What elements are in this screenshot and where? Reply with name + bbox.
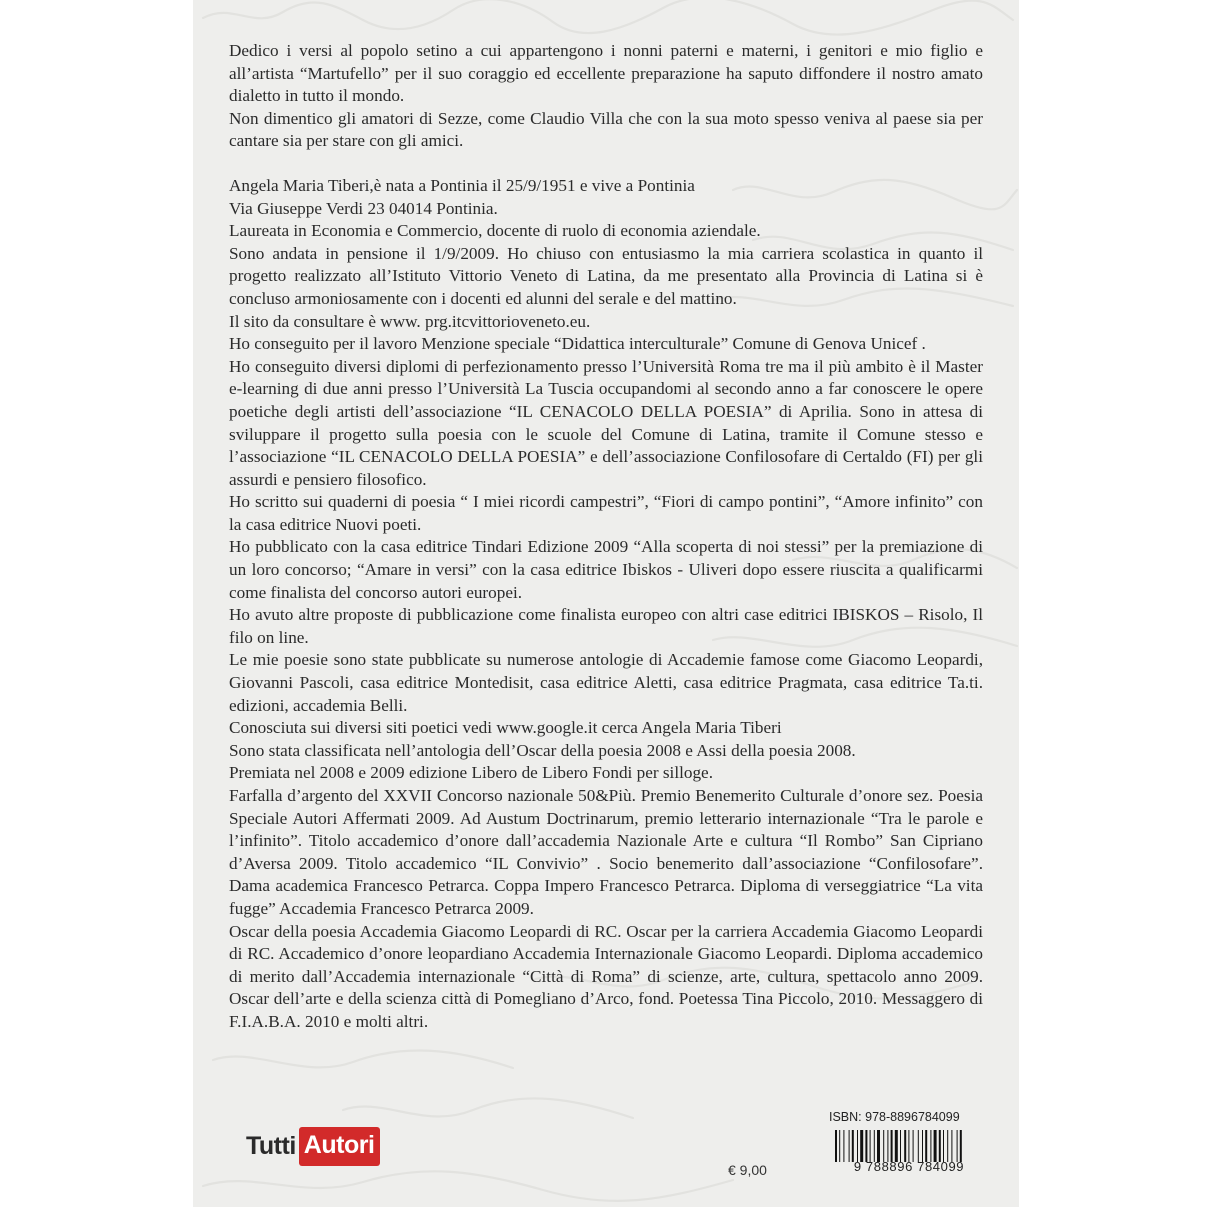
barcode-bar bbox=[922, 1130, 923, 1162]
paragraph-address: Via Giuseppe Verdi 23 04014 Pontinia. bbox=[229, 198, 498, 218]
barcode-bar bbox=[895, 1130, 898, 1162]
paragraph-degree: Laureata in Economia e Commercio, docente di ruolo di economia aziendale. bbox=[229, 221, 761, 241]
barcode-bar bbox=[934, 1130, 937, 1162]
paragraph-retirement: Sono andata in pensione il 1/9/2009. Ho chiuso con entusiasmo la mia carriera scolastica in quanto il progetto realizzato all’Istituto Vittorio Veneto di Latina, da me presentato alla Provincia di Latina si è concluso armoniosamente con i docenti ed alunni del serale e del mattino. bbox=[229, 243, 983, 308]
barcode-bar bbox=[865, 1130, 867, 1162]
barcode-bar bbox=[908, 1130, 909, 1162]
paragraph-proposals: Ho avuto altre proposte di pubblicazione come finalista europeo con altri case editrici IBISKOS – Risolo, Il filo on line. bbox=[229, 605, 983, 647]
barcode-bar bbox=[839, 1130, 840, 1162]
paragraph-oscars: Oscar della poesia Accademia Giacomo Leopardi di RC. Oscar per la carriera Accademia Giacomo Leopardi di RC. Accademico d’onore leopardiano Accademia Internazionale Giacomo Leopardi. Diploma accademico di merito dall’Accademia internazionale “Città di Roma” di scienze, arte, cultura, spettacolo anno 2009. Oscar dell’arte e della scienza città di Pomegliano d’Arco, fond. Poetessa Tina Piccolo, 2010. Messaggero di F.I.A.B.A. 2010 e molti altri. bbox=[229, 921, 983, 1031]
barcode-bar bbox=[957, 1130, 958, 1162]
publisher-logo bbox=[246, 1122, 380, 1170]
barcode-bar bbox=[860, 1130, 863, 1162]
isbn-label: ISBN: 978-8896784099 bbox=[829, 1110, 960, 1124]
barcode-bar bbox=[939, 1130, 941, 1162]
isbn-barcode bbox=[829, 1110, 989, 1176]
barcode-bar bbox=[930, 1130, 931, 1162]
paragraph-sezze: Non dimentico gli amatori di Sezze, come Claudio Villa che con la sua moto spesso veniva al paese sia per cantare sia per stare con gli amici. bbox=[229, 108, 983, 151]
price-label: € 9,00 bbox=[728, 1162, 767, 1178]
barcode-bar bbox=[870, 1130, 871, 1162]
barcode-bar bbox=[918, 1130, 919, 1162]
paragraph-honors: Farfalla d’argento del XXVII Concorso nazionale 50&Più. Premio Benemerito Culturale d’onore sez. Poesia Speciale Autori Affermati 2009. Ad Austum Doctrinarum, premio letterario internazionale “Tra le parole e l’infinito”. Titolo accademico d’onore dall’accademia Nazionale Arte e cultura “Il Rombo” San Cipriano d’Aversa 2009. Titolo accademico “IL Convivio” . Socio benemerito dall’associazione “Confilosofare”. Dama academica Francesco Petrarca. Coppa Impero Francesco Petrarca. Diploma di verseggiatrice “La vita fugge” Accademia Francesco Petrarca 2009. bbox=[229, 786, 983, 918]
paragraph-website: Il sito da consultare è www. prg.itcvittorioveneto.eu. bbox=[229, 311, 591, 331]
back-cover bbox=[193, 0, 1019, 1207]
paragraph-diplomas: Ho conseguito diversi diplomi di perfezionamento presso l’Università Roma tre ma il più ambito è il Master e-learning di due anni presso l’Università La Tuscia occupandomi al secondo anno a far conoscere le opere poetiche degli artisti dell’associazione “IL CENACOLO DELLA POESIA” di Aprilia. Sono in attesa di sviluppare il progetto sulla poesia con le scuole del Comune di Latina, tramite il Comune stesso e l’associazione “IL CENACOLO DELLA POESIA” e dell’associazione Confilosofare di Certaldo (FI) per gli assurdi e pensiero filosofico. bbox=[229, 356, 983, 489]
biography-text bbox=[229, 40, 983, 1034]
barcode-bar bbox=[843, 1130, 844, 1162]
barcode-bar bbox=[947, 1130, 948, 1162]
barcode-bar bbox=[883, 1130, 884, 1162]
paragraph-mention: Ho conseguito per il lavoro Menzione speciale “Didattica interculturale” Comune di Genova Unicef . bbox=[229, 334, 926, 354]
paragraph-awarded: Premiata nel 2008 e 2009 edizione Libero de Libero Fondi per silloge. bbox=[229, 763, 713, 783]
paragraph-anthologies: Le mie poesie sono state pubblicate su numerose antologie di Accademie famose come Giacomo Leopardi, Giovanni Pascoli, casa editrice Montedisit, casa editrice Aletti, casa editrice Pragmata, casa editrice Ta.ti. edizioni, accademia Belli. bbox=[229, 650, 983, 715]
logo-word-tutti: Tutti bbox=[246, 1131, 296, 1160]
barcode-bar bbox=[877, 1130, 880, 1162]
barcode-bar bbox=[904, 1130, 906, 1162]
logo-word-autori: Autori bbox=[299, 1127, 381, 1166]
paragraph-dedication: Dedico i versi al popolo setino a cui appartengono i nonni paterni e materni, i genitori e mio figlio e all’artista “Martufello” per il suo coraggio ed eccellente preparazione ha saputo diffondere il nostro amato dialetto in tutto il mondo. bbox=[229, 41, 983, 106]
paragraph-publications: Ho pubblicato con la casa editrice Tindari Edizione 2009 “Alla scoperta di noi stessi” per la premiazione di un loro concorso; “Amare in versi” con la casa editrice Ibiskos - Uliveri dopo essere riuscita a qualificarmi come finalista del concorso autori europei. bbox=[229, 537, 983, 602]
barcode-bar bbox=[900, 1130, 901, 1162]
barcode-bar bbox=[852, 1130, 854, 1162]
barcode-bar bbox=[887, 1130, 888, 1162]
barcode-bar bbox=[857, 1130, 858, 1162]
paragraph-known: Conosciuta sui diversi siti poetici vedi www.google.it cerca Angela Maria Tiberi bbox=[229, 718, 782, 738]
paragraph-birth: Angela Maria Tiberi,è nata a Pontinia il 25/9/1951 e vive a Pontinia bbox=[229, 175, 695, 195]
barcode-bar bbox=[925, 1130, 927, 1162]
paragraph-notebooks: Ho scritto sui quaderni di poesia “ I miei ricordi campestri”, “Fiori di campo pontini”, “Amore infinito” con la casa editrice Nuovi poeti. bbox=[229, 492, 983, 534]
barcode-digits: 9 788896 784099 bbox=[853, 1159, 965, 1174]
paragraph-classified: Sono stata classificata nell’antologia dell’Oscar della poesia 2008 e Assi della poesia 2008. bbox=[229, 740, 856, 760]
barcode-bar bbox=[849, 1130, 850, 1162]
barcode-bar bbox=[874, 1130, 875, 1162]
barcode-bars bbox=[829, 1130, 989, 1162]
barcode-bar bbox=[960, 1130, 962, 1162]
barcode-bar bbox=[943, 1130, 944, 1162]
barcode-bar bbox=[835, 1130, 837, 1162]
barcode-bar bbox=[913, 1130, 914, 1162]
barcode-bar bbox=[891, 1130, 893, 1162]
barcode-bar bbox=[951, 1130, 952, 1162]
